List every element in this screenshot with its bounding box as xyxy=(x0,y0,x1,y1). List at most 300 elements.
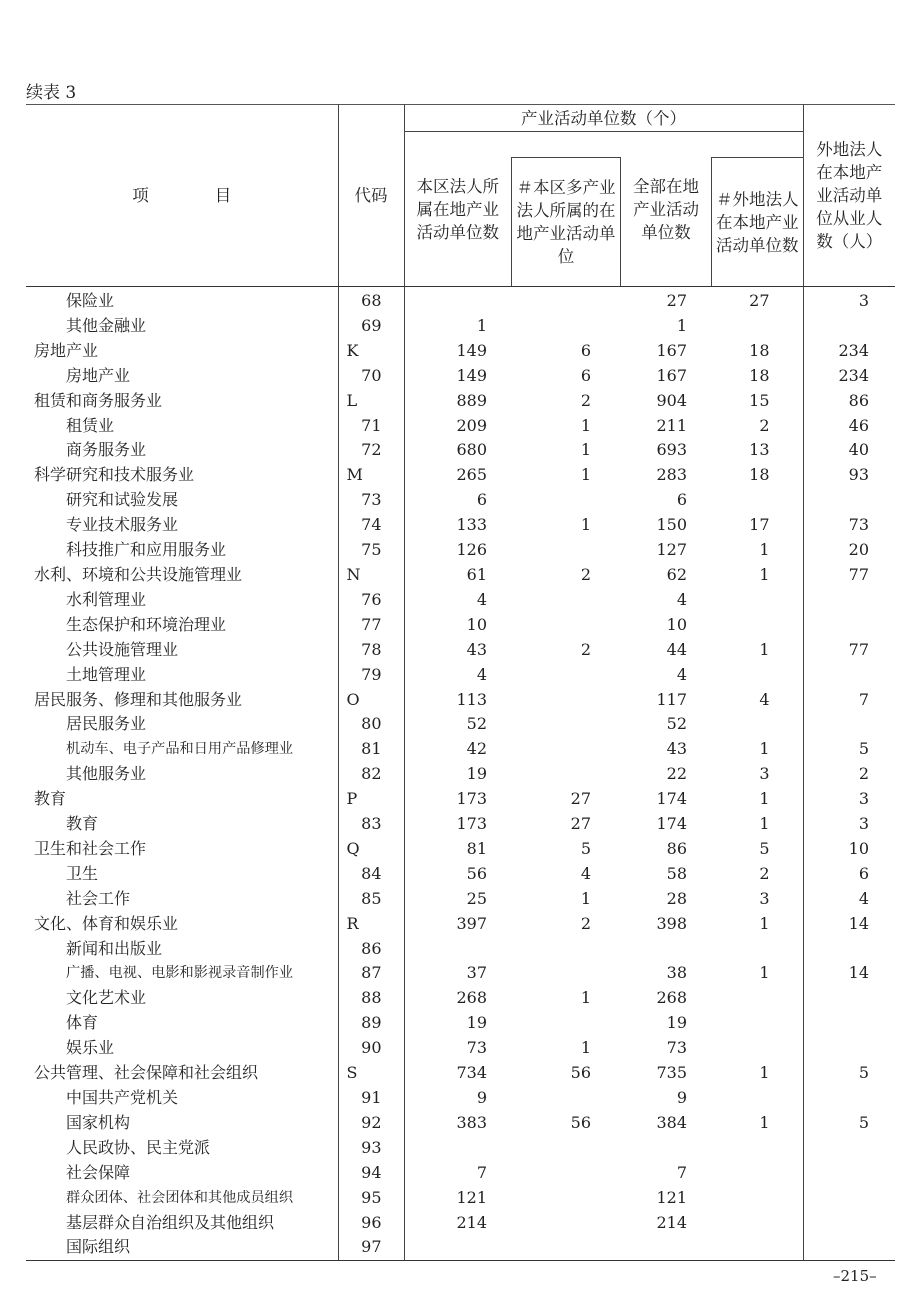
row-all-units: 283 xyxy=(656,465,687,485)
row-all-units: 38 xyxy=(666,963,687,983)
row-all-units: 6 xyxy=(676,490,687,510)
row-all-units: 4 xyxy=(676,589,687,609)
table-row xyxy=(26,287,895,314)
row-local-units xyxy=(404,1136,511,1161)
table-row xyxy=(26,488,895,513)
row-external-employees xyxy=(803,588,895,613)
row-external-employees: 3 xyxy=(858,789,869,809)
row-code: 90 xyxy=(338,1036,404,1061)
row-external-units: 1 xyxy=(711,961,803,986)
row-all-units: 19 xyxy=(666,1013,687,1033)
row-name: 其他金融业 xyxy=(26,314,338,339)
row-name: 专业技术服务业 xyxy=(26,513,338,538)
table-row xyxy=(26,986,895,1011)
table-row xyxy=(26,912,895,937)
row-local-units: 9 xyxy=(476,1088,487,1107)
row-external-units: 1 xyxy=(711,538,803,563)
table-row xyxy=(26,961,895,986)
row-external-employees: 5 xyxy=(858,1112,869,1132)
row-code: R xyxy=(338,912,404,937)
row-all-units xyxy=(621,1136,711,1161)
row-local-units: 73 xyxy=(466,1038,487,1058)
row-external-employees xyxy=(803,986,895,1011)
row-external-employees: 5 xyxy=(858,739,869,759)
row-code: 78 xyxy=(338,638,404,663)
row-name: 居民服务、修理和其他服务业 xyxy=(26,688,338,713)
row-all-units xyxy=(621,937,711,962)
row-all-units: 268 xyxy=(656,988,687,1008)
row-multi-industry-units: 1 xyxy=(580,415,591,435)
row-external-units: 2 xyxy=(711,414,803,439)
row-all-units: 62 xyxy=(666,564,687,584)
row-all-units: 127 xyxy=(656,540,687,560)
table-row xyxy=(26,538,895,563)
row-name: 基层群众自治组织及其他组织 xyxy=(26,1211,338,1236)
table-row xyxy=(26,588,895,613)
table-row xyxy=(26,1211,895,1236)
row-local-units: 113 xyxy=(456,689,487,709)
row-name: 科学研究和技术服务业 xyxy=(26,463,338,488)
row-name: 社会保障 xyxy=(26,1161,338,1186)
row-local-units: 680 xyxy=(456,440,487,460)
table-row xyxy=(26,663,895,688)
row-name: 教育 xyxy=(26,812,338,837)
row-all-units: 214 xyxy=(656,1212,687,1232)
table-row xyxy=(26,638,895,663)
row-external-units: 18 xyxy=(711,339,803,364)
row-external-employees xyxy=(803,1136,895,1161)
row-external-units: 5 xyxy=(711,837,803,862)
row-external-employees xyxy=(803,1211,895,1236)
row-code: Q xyxy=(338,837,404,862)
table-row xyxy=(26,1036,895,1061)
row-code: 68 xyxy=(338,287,404,314)
row-code: 91 xyxy=(338,1086,404,1111)
row-multi-industry-units xyxy=(511,1235,621,1260)
row-all-units: 27 xyxy=(666,291,687,310)
table-row xyxy=(26,1235,895,1260)
row-multi-industry-units: 6 xyxy=(580,340,591,360)
row-multi-industry-units: 1 xyxy=(580,888,591,908)
row-external-employees: 73 xyxy=(848,515,869,535)
row-code: 86 xyxy=(338,937,404,962)
row-external-units: 3 xyxy=(711,887,803,912)
row-external-employees xyxy=(803,1011,895,1036)
row-external-units: 15 xyxy=(711,389,803,414)
row-external-units: 1 xyxy=(711,563,803,588)
table-row xyxy=(26,1111,895,1136)
row-code: S xyxy=(338,1061,404,1086)
row-name: 中国共产党机关 xyxy=(26,1086,338,1111)
row-multi-industry-units: 56 xyxy=(570,1112,591,1132)
row-multi-industry-units xyxy=(511,762,621,787)
row-external-employees: 234 xyxy=(838,340,869,360)
row-multi-industry-units xyxy=(511,538,621,563)
row-external-employees xyxy=(803,937,895,962)
row-local-units: 268 xyxy=(456,988,487,1008)
table-row xyxy=(26,438,895,463)
row-name: 文化、体育和娱乐业 xyxy=(26,912,338,937)
row-multi-industry-units: 6 xyxy=(580,365,591,385)
row-multi-industry-units: 2 xyxy=(580,564,591,584)
row-multi-industry-units: 1 xyxy=(580,465,591,485)
row-multi-industry-units xyxy=(511,1136,621,1161)
row-local-units: 265 xyxy=(456,465,487,485)
row-multi-industry-units xyxy=(511,688,621,713)
row-local-units: 52 xyxy=(466,714,487,734)
row-external-units: 18 xyxy=(711,463,803,488)
row-local-units: 6 xyxy=(476,490,487,510)
row-local-units: 209 xyxy=(456,415,487,435)
page-number: –215– xyxy=(833,1267,877,1285)
table-row xyxy=(26,389,895,414)
row-local-units: 1 xyxy=(476,315,487,335)
row-all-units: 52 xyxy=(666,714,687,734)
row-name: 其他服务业 xyxy=(26,762,338,787)
row-code: 79 xyxy=(338,663,404,688)
row-name: 卫生 xyxy=(26,862,338,887)
row-code: N xyxy=(338,563,404,588)
row-external-employees: 14 xyxy=(848,913,869,933)
row-name: 国际组织 xyxy=(26,1235,338,1260)
row-local-units: 81 xyxy=(466,838,487,858)
row-all-units: 398 xyxy=(656,913,687,933)
row-local-units: 10 xyxy=(466,614,487,634)
row-name: 社会工作 xyxy=(26,887,338,912)
row-code: 93 xyxy=(338,1136,404,1161)
row-external-employees xyxy=(803,613,895,638)
row-name: 土地管理业 xyxy=(26,663,338,688)
row-name: 房地产业 xyxy=(26,364,338,389)
table-row xyxy=(26,787,895,812)
row-code: 77 xyxy=(338,613,404,638)
row-multi-industry-units xyxy=(511,1086,621,1111)
row-code: P xyxy=(338,787,404,812)
row-multi-industry-units xyxy=(511,937,621,962)
row-external-units xyxy=(711,986,803,1011)
row-name: 保险业 xyxy=(26,287,338,314)
row-name: 居民服务业 xyxy=(26,712,338,737)
row-external-units xyxy=(711,1186,803,1211)
table-row xyxy=(26,613,895,638)
row-external-employees xyxy=(803,1161,895,1186)
row-code: 82 xyxy=(338,762,404,787)
row-name: 科技推广和应用服务业 xyxy=(26,538,338,563)
table-row xyxy=(26,1061,895,1086)
row-multi-industry-units xyxy=(511,1011,621,1036)
table-row xyxy=(26,1086,895,1111)
row-multi-industry-units xyxy=(511,712,621,737)
row-external-employees: 5 xyxy=(858,1063,869,1083)
row-external-units: 1 xyxy=(711,812,803,837)
row-external-employees: 10 xyxy=(848,838,869,858)
row-external-units xyxy=(711,1086,803,1111)
row-code: 83 xyxy=(338,812,404,837)
row-multi-industry-units xyxy=(511,613,621,638)
row-external-employees xyxy=(803,1186,895,1211)
row-code: 81 xyxy=(338,737,404,762)
row-all-units: 735 xyxy=(656,1063,687,1083)
row-all-units xyxy=(621,1235,711,1260)
row-multi-industry-units: 2 xyxy=(580,913,591,933)
statistics-table xyxy=(26,104,895,1261)
row-code: 74 xyxy=(338,513,404,538)
row-code: 69 xyxy=(338,314,404,339)
row-name: 卫生和社会工作 xyxy=(26,837,338,862)
row-multi-industry-units xyxy=(511,961,621,986)
row-name: 租赁业 xyxy=(26,414,338,439)
row-external-units: 2 xyxy=(711,862,803,887)
row-external-employees: 77 xyxy=(848,564,869,584)
table-row xyxy=(26,862,895,887)
row-code: 75 xyxy=(338,538,404,563)
row-external-employees: 3 xyxy=(858,814,869,834)
row-all-units: 28 xyxy=(666,888,687,908)
row-multi-industry-units xyxy=(511,588,621,613)
row-external-units: 27 xyxy=(711,287,803,314)
row-all-units: 7 xyxy=(676,1162,687,1182)
row-code: 80 xyxy=(338,712,404,737)
row-multi-industry-units xyxy=(511,488,621,513)
row-local-units: 889 xyxy=(456,390,487,410)
table-body xyxy=(26,287,895,1261)
table-caption: 续表 3 xyxy=(26,83,77,103)
table-row xyxy=(26,688,895,713)
row-local-units xyxy=(404,287,511,314)
row-all-units: 86 xyxy=(666,838,687,858)
row-code: 71 xyxy=(338,414,404,439)
row-multi-industry-units xyxy=(511,287,621,314)
row-external-employees: 77 xyxy=(848,639,869,659)
row-all-units: 167 xyxy=(656,340,687,360)
row-external-employees: 93 xyxy=(848,465,869,485)
row-code: 89 xyxy=(338,1011,404,1036)
row-local-units: 149 xyxy=(456,340,487,360)
row-local-units: 121 xyxy=(456,1187,487,1207)
header-code: 代码 xyxy=(338,105,404,287)
row-external-units xyxy=(711,613,803,638)
row-external-employees: 40 xyxy=(848,440,869,460)
row-multi-industry-units: 1 xyxy=(580,988,591,1008)
row-external-employees xyxy=(803,1086,895,1111)
row-code: 92 xyxy=(338,1111,404,1136)
row-external-units xyxy=(711,937,803,962)
row-local-units: 56 xyxy=(466,863,487,883)
row-external-units: 1 xyxy=(711,1061,803,1086)
row-external-units xyxy=(711,712,803,737)
row-local-units xyxy=(404,937,511,962)
table-row xyxy=(26,563,895,588)
row-external-units xyxy=(711,1211,803,1236)
row-external-units: 13 xyxy=(711,438,803,463)
row-all-units: 117 xyxy=(656,689,687,709)
row-external-units xyxy=(711,1235,803,1260)
table-row xyxy=(26,1161,895,1186)
row-external-units xyxy=(711,1136,803,1161)
row-external-employees xyxy=(803,712,895,737)
row-external-employees xyxy=(803,488,895,513)
row-all-units: 167 xyxy=(656,365,687,385)
row-code: 94 xyxy=(338,1161,404,1186)
header-col3: 全部在地产业活动单位数 xyxy=(621,132,711,287)
row-all-units: 121 xyxy=(656,1187,687,1207)
row-multi-industry-units: 27 xyxy=(570,789,591,809)
row-code: 96 xyxy=(338,1211,404,1236)
row-name: 房地产业 xyxy=(26,339,338,364)
table-row xyxy=(26,1011,895,1036)
row-local-units: 126 xyxy=(456,540,487,560)
row-multi-industry-units: 2 xyxy=(580,639,591,659)
table-row xyxy=(26,513,895,538)
row-external-employees: 234 xyxy=(838,365,869,385)
row-all-units: 73 xyxy=(666,1038,687,1058)
row-name: 广播、电视、电影和影视录音制作业 xyxy=(26,961,338,986)
row-name: 群众团体、社会团体和其他成员组织 xyxy=(26,1186,338,1211)
row-multi-industry-units xyxy=(511,1161,621,1186)
row-local-units: 43 xyxy=(466,639,487,659)
row-code: 70 xyxy=(338,364,404,389)
row-name: 商务服务业 xyxy=(26,438,338,463)
row-local-units: 173 xyxy=(456,814,487,834)
row-multi-industry-units xyxy=(511,737,621,762)
row-multi-industry-units: 5 xyxy=(580,838,591,858)
row-local-units: 37 xyxy=(466,963,487,983)
row-external-units: 1 xyxy=(711,787,803,812)
row-local-units: 397 xyxy=(456,913,487,933)
row-code: 87 xyxy=(338,961,404,986)
row-code: 85 xyxy=(338,887,404,912)
row-local-units: 61 xyxy=(466,564,487,584)
row-name: 水利、环境和公共设施管理业 xyxy=(26,563,338,588)
row-local-units: 4 xyxy=(476,589,487,609)
table-row xyxy=(26,1186,895,1211)
row-code: 88 xyxy=(338,986,404,1011)
row-external-units: 18 xyxy=(711,364,803,389)
row-code: M xyxy=(338,463,404,488)
row-external-employees: 20 xyxy=(848,540,869,560)
row-name: 新闻和出版业 xyxy=(26,937,338,962)
row-external-employees xyxy=(803,1036,895,1061)
row-multi-industry-units xyxy=(511,1211,621,1236)
row-local-units: 734 xyxy=(456,1063,487,1083)
table-row xyxy=(26,364,895,389)
row-local-units: 173 xyxy=(456,789,487,809)
row-external-units xyxy=(711,588,803,613)
row-name: 研究和试验发展 xyxy=(26,488,338,513)
header-group-activity-units: 产业活动单位数（个） xyxy=(404,105,803,132)
row-external-employees: 3 xyxy=(858,291,869,310)
row-multi-industry-units xyxy=(511,663,621,688)
row-local-units: 19 xyxy=(466,764,487,784)
row-external-units: 4 xyxy=(711,688,803,713)
row-all-units: 10 xyxy=(666,614,687,634)
row-code: 84 xyxy=(338,862,404,887)
row-code: O xyxy=(338,688,404,713)
row-all-units: 44 xyxy=(666,639,687,659)
row-name: 体育 xyxy=(26,1011,338,1036)
row-code: 73 xyxy=(338,488,404,513)
header-col5: 外地法人在本地产业活动单位从业人数（人） xyxy=(803,105,895,287)
row-code: 76 xyxy=(338,588,404,613)
row-all-units: 22 xyxy=(666,764,687,784)
row-multi-industry-units xyxy=(511,1186,621,1211)
row-multi-industry-units: 56 xyxy=(570,1063,591,1083)
table-row xyxy=(26,812,895,837)
row-all-units: 174 xyxy=(656,814,687,834)
row-external-units xyxy=(711,1161,803,1186)
row-external-units: 3 xyxy=(711,762,803,787)
row-external-units: 1 xyxy=(711,912,803,937)
row-external-units xyxy=(711,1011,803,1036)
row-all-units: 211 xyxy=(656,415,687,435)
row-all-units: 150 xyxy=(656,515,687,535)
table-row xyxy=(26,339,895,364)
row-all-units: 693 xyxy=(656,440,687,460)
row-local-units xyxy=(404,1235,511,1260)
row-name: 教育 xyxy=(26,787,338,812)
row-all-units: 43 xyxy=(666,739,687,759)
row-name: 公共设施管理业 xyxy=(26,638,338,663)
row-local-units: 25 xyxy=(466,888,487,908)
row-local-units: 4 xyxy=(476,664,487,684)
table-row xyxy=(26,737,895,762)
row-name: 租赁和商务服务业 xyxy=(26,389,338,414)
row-local-units: 133 xyxy=(456,515,487,535)
row-external-employees: 7 xyxy=(858,689,869,709)
row-name: 人民政协、民主党派 xyxy=(26,1136,338,1161)
row-code: 95 xyxy=(338,1186,404,1211)
row-multi-industry-units xyxy=(511,314,621,339)
row-local-units: 7 xyxy=(476,1162,487,1182)
row-external-units: 1 xyxy=(711,638,803,663)
row-code: 72 xyxy=(338,438,404,463)
row-external-units xyxy=(711,1036,803,1061)
table-row xyxy=(26,463,895,488)
row-all-units: 58 xyxy=(666,863,687,883)
row-name: 文化艺术业 xyxy=(26,986,338,1011)
table-row xyxy=(26,414,895,439)
header-col1: 本区法人所属在地产业活动单位数 xyxy=(404,132,511,287)
table-row xyxy=(26,712,895,737)
row-multi-industry-units: 27 xyxy=(570,814,591,834)
row-all-units: 9 xyxy=(676,1088,687,1107)
row-external-employees xyxy=(803,663,895,688)
row-local-units: 42 xyxy=(466,739,487,759)
table-row xyxy=(26,314,895,339)
row-name: 机动车、电子产品和日用产品修理业 xyxy=(26,737,338,762)
row-external-units xyxy=(711,663,803,688)
row-code: 97 xyxy=(338,1235,404,1260)
row-all-units: 4 xyxy=(676,664,687,684)
row-name: 水利管理业 xyxy=(26,588,338,613)
row-code: L xyxy=(338,389,404,414)
row-multi-industry-units: 4 xyxy=(580,863,591,883)
table-row xyxy=(26,762,895,787)
header-item: 项 目 xyxy=(26,105,338,287)
row-all-units: 1 xyxy=(676,315,687,335)
row-all-units: 174 xyxy=(656,789,687,809)
row-external-employees: 14 xyxy=(848,963,869,983)
row-external-units: 17 xyxy=(711,513,803,538)
row-multi-industry-units: 2 xyxy=(580,390,591,410)
row-name: 公共管理、社会保障和社会组织 xyxy=(26,1061,338,1086)
row-external-employees: 46 xyxy=(848,415,869,435)
row-external-employees: 6 xyxy=(858,863,869,883)
table-row xyxy=(26,887,895,912)
row-external-units: 1 xyxy=(711,1111,803,1136)
row-external-units xyxy=(711,488,803,513)
header-col2: ＃本区多产业法人所属的在地产业活动单位 xyxy=(511,132,621,287)
